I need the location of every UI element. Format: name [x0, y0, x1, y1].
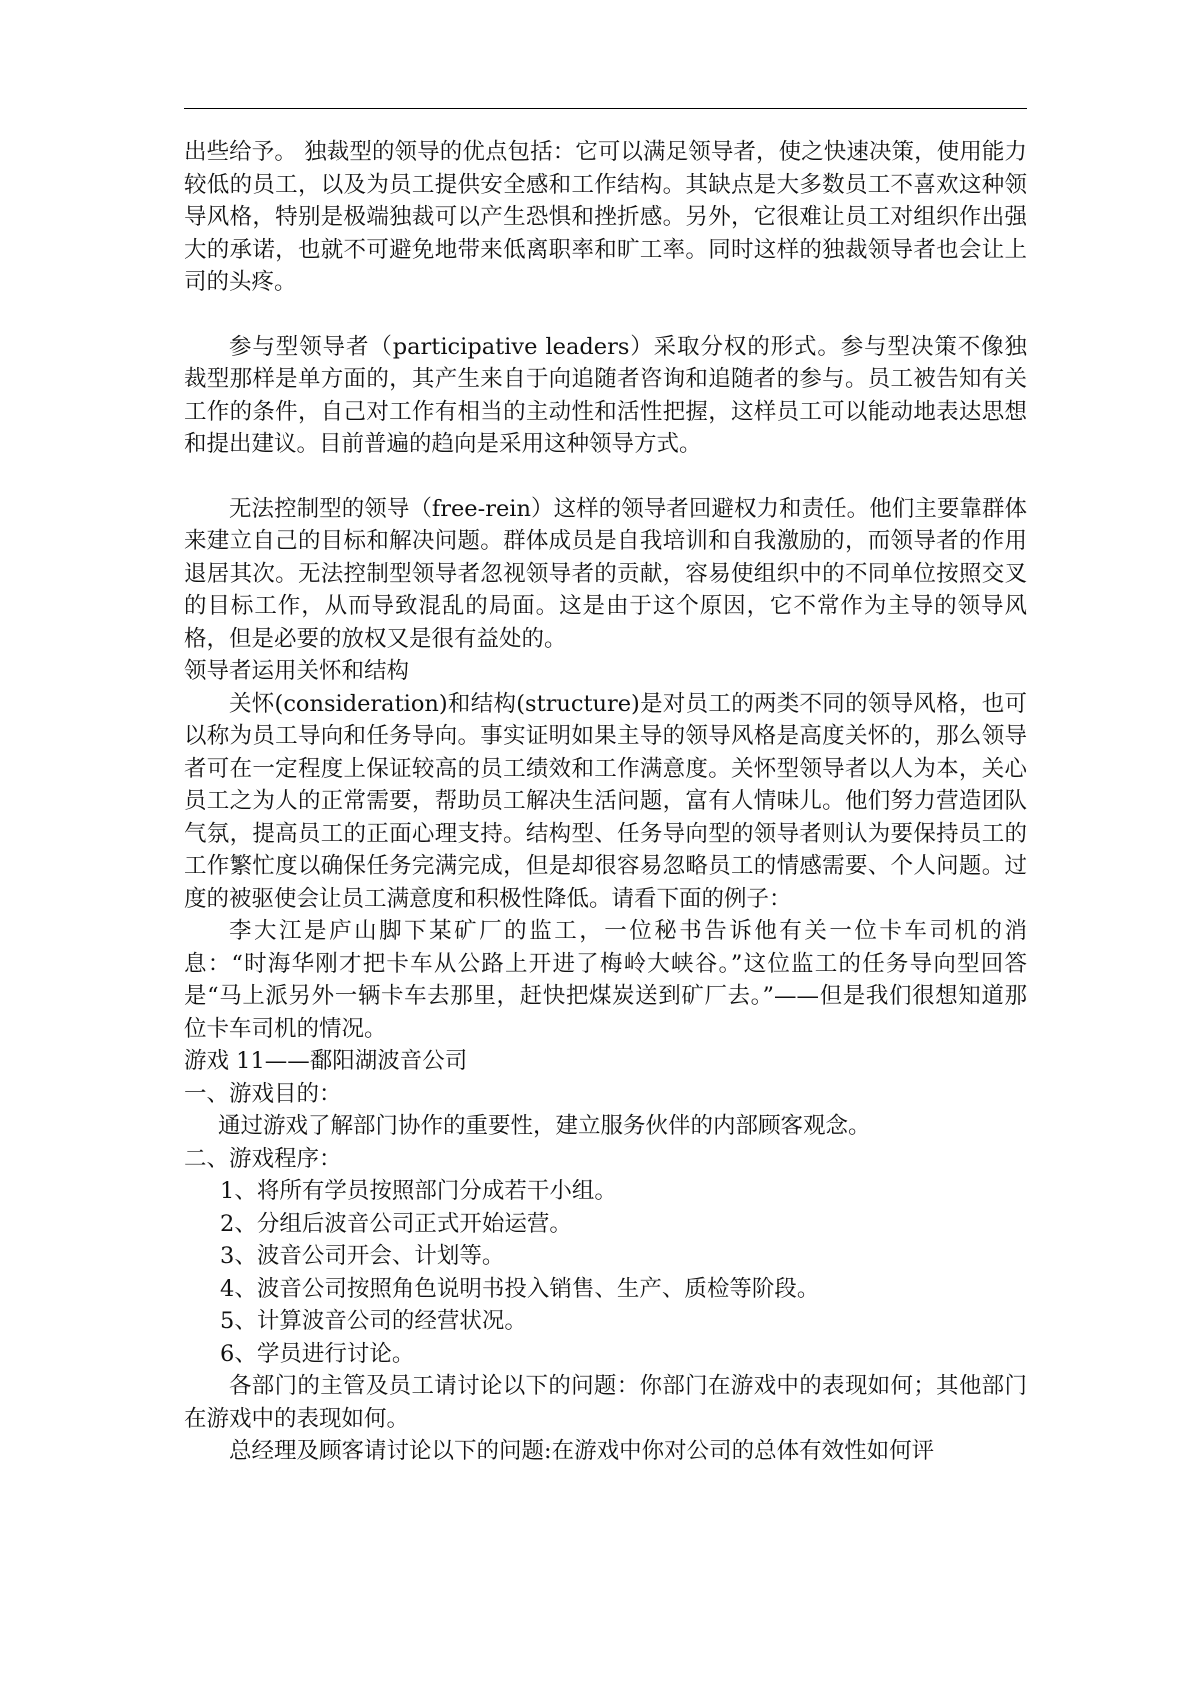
game-procedure-heading: 二、游戏程序： [184, 1145, 342, 1172]
paragraph-example: 李大江是庐山脚下某矿厂的监工，一位秘书告诉他有关一位卡车司机的消息：“时海华刚才把卡车从公路上开进了梅岭大峡谷。”这位监工的任务导向型回答是“马上派另外一辆卡车去那里，赶快把煤炭送到矿厂去。”——但是我们很想知道那位卡车司机的情况。 [184, 918, 1027, 1042]
paragraph-manager-discussion: 总经理及顾客请讨论以下的问题:在游戏中你对公司的总体有效性如何评 [229, 1438, 935, 1464]
procedure-step-2: 2、分组后波音公司正式开始运营。 [220, 1210, 572, 1237]
section-heading-consideration-structure: 领导者运用关怀和结构 [184, 658, 410, 684]
paragraph-participative-leaders: 参与型领导者（participative leaders）采取分权的形式。参与型决策不像独裁型那样是单方面的，其产生来自于向追随者咨询和追随者的参与。员工被告知有关工作的条件，自己对工作有相当的主动性和活性把握，这样员工可以能动地表达思想和提出建议。目前普遍的趋向是采用这种领导方式。 [184, 333, 1027, 457]
game-purpose-heading: 一、游戏目的： [184, 1080, 342, 1107]
paragraph-autocratic-leadership: 出些给予。 独裁型的领导的优点包括：它可以满足领导者，使之快速决策，使用能力较低的员工，以及为员工提供安全感和工作结构。其缺点是大多数员工不喜欢这种领导风格，特别是极端独裁可以产生恐惧和挫折感。另外，它很难让员工对组织作出强大的承诺，也就不可避免地带来低离职率和旷工率。同时这样的独裁领导者也会让上司的头疼。 [184, 139, 1027, 295]
document-body [184, 136, 1027, 1468]
paragraph-free-rein: 无法控制型的领导（free-rein）这样的领导者回避权力和责任。他们主要靠群体来建立自己的目标和解决问题。群体成员是自我培训和自我激励的，而领导者的作用退居其次。无法控制型领导者忽视领导者的贡献，容易使组织中的不同单位按照交叉的目标工作，从而导致混乱的局面。这是由于这个原因，它不常作为主导的领导风格，但是必要的放权又是很有益处的。 [184, 495, 1027, 652]
game-title: 游戏 11——鄱阳湖波音公司 [184, 1048, 468, 1074]
procedure-step-6: 6、学员进行讨论。 [220, 1340, 415, 1367]
procedure-step-4: 4、波音公司按照角色说明书投入销售、生产、质检等阶段。 [220, 1275, 820, 1302]
procedure-step-5: 5、计算波音公司的经营状况。 [220, 1308, 527, 1334]
procedure-step-3: 3、波音公司开会、计划等。 [220, 1243, 505, 1269]
paragraph-department-discussion: 各部门的主管及员工请讨论以下的问题：你部门在游戏中的表现如何；其他部门在游戏中的表现如何。 [184, 1373, 1027, 1432]
game-purpose-text: 通过游戏了解部门协作的重要性，建立服务伙伴的内部顾客观念。 [218, 1113, 871, 1139]
header-rule [184, 108, 1027, 109]
paragraph-consideration-structure: 关怀(consideration)和结构(structure)是对员工的两类不同的领导风格，也可以称为员工导向和任务导向。事实证明如果主导的领导风格是高度关怀的，那么领导者可在一定程度上保证较高的员工绩效和工作满意度。关怀型领导者以人为本，关心员工之为人的正常需要，帮助员工解决生活问题，富有人情味儿。他们努力营造团队气氛，提高员工的正面心理支持。结构型、任务导向型的领导者则认为要保持员工的工作繁忙度以确保任务完满完成，但是却很容易忽略员工的情感需要、个人问题。过度的被驱使会让员工满意度和积极性降低。请看下面的例子： [184, 690, 1027, 912]
procedure-step-1: 1、将所有学员按照部门分成若干小组。 [220, 1178, 617, 1204]
